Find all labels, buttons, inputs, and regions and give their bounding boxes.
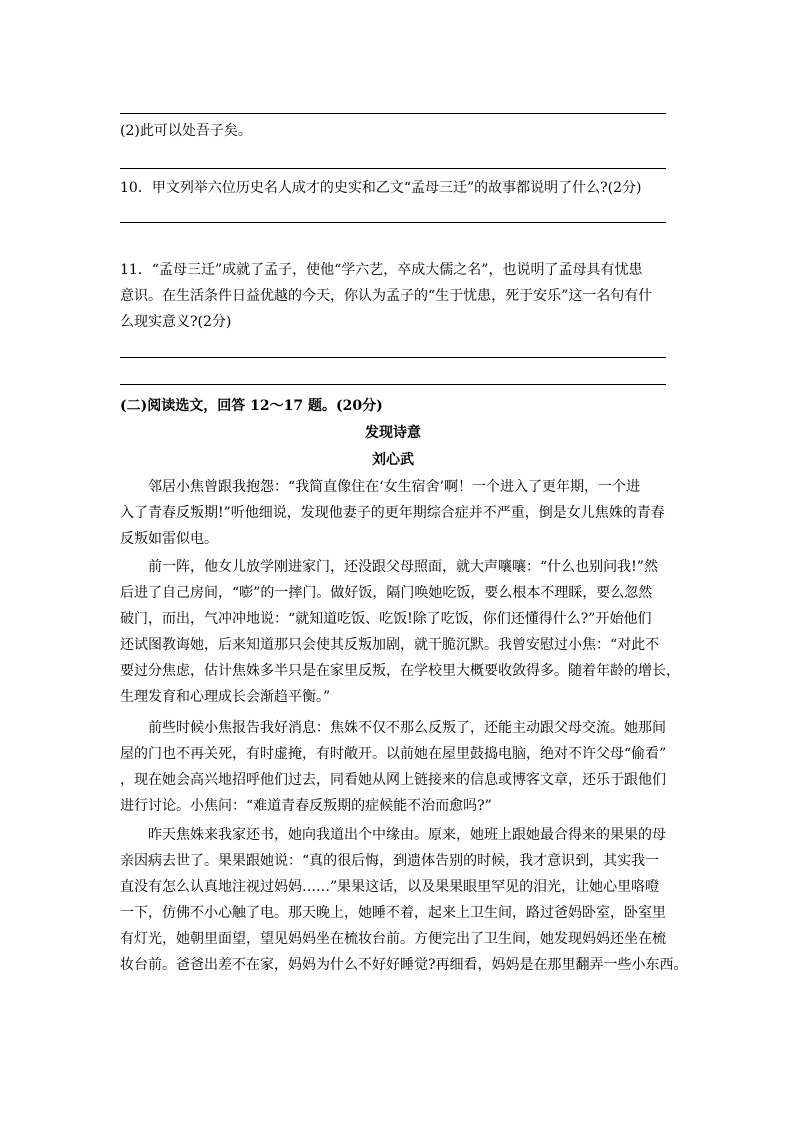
question-11-line: 11．“孟母三迁”成就了孟子，使他“学六艺，卒成大儒之名”，也说明了孟母具有忧患 xyxy=(120,262,643,278)
answer-line xyxy=(120,113,666,114)
paragraph-line: 破门，而出，气冲冲地说：“就知道吃饭、吃饭!除了吃饭，你们还懂得什么?”开始他们 xyxy=(120,611,652,627)
section-heading: (二)阅读选文，回答 12～17 题。(20分) xyxy=(120,398,383,414)
question-11-line: 意识。在生活条件日益优越的今天，你认为孟子的“生于忧患，死于安乐”这一名句有什 xyxy=(120,288,653,304)
article-author: 刘心武 xyxy=(372,452,414,468)
paragraph-line: ，现在她会高兴地招呼他们过去，同看她从网上链接来的信息或博客文章，还乐于跟他们 xyxy=(120,772,666,788)
question-9-item-2: (2)此可以处吾子矣。 xyxy=(120,123,252,139)
answer-line xyxy=(120,222,666,223)
question-11 xyxy=(120,257,690,335)
question-11-line: 么现实意义?(2分) xyxy=(120,314,232,330)
paragraph-line: 还试图教诲她，后来知道那只会使其反叛加剧，就干脆沉默。我曾安慰过小焦：“对此不 xyxy=(120,637,660,653)
paragraph-line: 要过分焦虑，估计焦姝多半只是在家里反叛，在学校里大概要收敛得多。随着年龄的增长， xyxy=(120,663,680,679)
paragraph-line: 前一阵，他女儿放学刚进家门，还没跟父母照面，就大声嚷嚷：“什么也别问我!”然 xyxy=(148,559,658,575)
paragraph-line: 生理发育和心理成长会渐趋平衡。” xyxy=(120,689,331,705)
paragraph-line: 妆台前。爸爸出差不在家，妈妈为什么不好好睡觉?再细看，妈妈是在那里翻弄一些小东西。 xyxy=(120,957,688,973)
paragraph-line: 反叛如雷似电。 xyxy=(120,531,218,547)
answer-line xyxy=(120,168,666,169)
answer-line xyxy=(120,357,666,358)
article-paragraph-3 xyxy=(120,715,690,819)
paragraph-line: 进行讨论。小焦问：“难道青春反叛期的症候能不治而愈吗?” xyxy=(120,798,492,814)
paragraph-line: 昨天焦姝来我家还书，她向我道出个中缘由。原来，她班上跟她最合得来的果果的母 xyxy=(148,827,666,843)
paragraph-line: 前些时候小焦报告我好消息：焦姝不仅不那么反叛了，还能主动跟父母交流。她那间 xyxy=(148,720,666,736)
paragraph-line: 亲因病去世了。果果跟她说：“真的很后悔，到遗体告别的时候，我才意识到，其实我一 xyxy=(120,853,660,869)
paragraph-line: 一下，仿佛不小心触了电。那天晚上，她睡不着，起来上卫生间，路过爸妈卧室，卧室里 xyxy=(120,905,666,921)
question-10: 10．甲文列举六位历史名人成才的史实和乙文“孟母三迁”的故事都说明了什么?(2分) xyxy=(120,180,642,196)
paragraph-line: 后进了自己房间，“嘭”的一摔门。做好饭，隔门唤她吃饭，要么根本不理睬，要么忽然 xyxy=(120,585,653,601)
paragraph-line: 有灯光，她朝里面望，望见妈妈坐在梳妆台前。方便完出了卫生间，她发现妈妈还坐在梳 xyxy=(120,931,666,947)
article-paragraph-4 xyxy=(120,822,690,978)
answer-line xyxy=(120,384,666,385)
article-title: 发现诗意 xyxy=(365,425,421,441)
paragraph-line: 直没有怎么认真地注视过妈妈……”果果这话，以及果果眼里罕见的泪光，让她心里咯噔 xyxy=(120,879,660,895)
paragraph-line: 屋的门也不再关死，有时虚掩，有时敞开。以前她在屋里鼓捣电脑，绝对不许父母“偷看” xyxy=(120,746,667,762)
article-paragraph-1 xyxy=(120,474,690,552)
article-paragraph-2 xyxy=(120,554,690,710)
paragraph-line: 邻居小焦曾跟我抱怨：“我简直像住在‘女生宿舍’啊！一个进入了更年期，一个进 xyxy=(148,479,641,495)
paragraph-line: 入了青春反叛期!”听他细说，发现他妻子的更年期综合症并不严重，倒是女儿焦姝的青春 xyxy=(120,505,665,521)
